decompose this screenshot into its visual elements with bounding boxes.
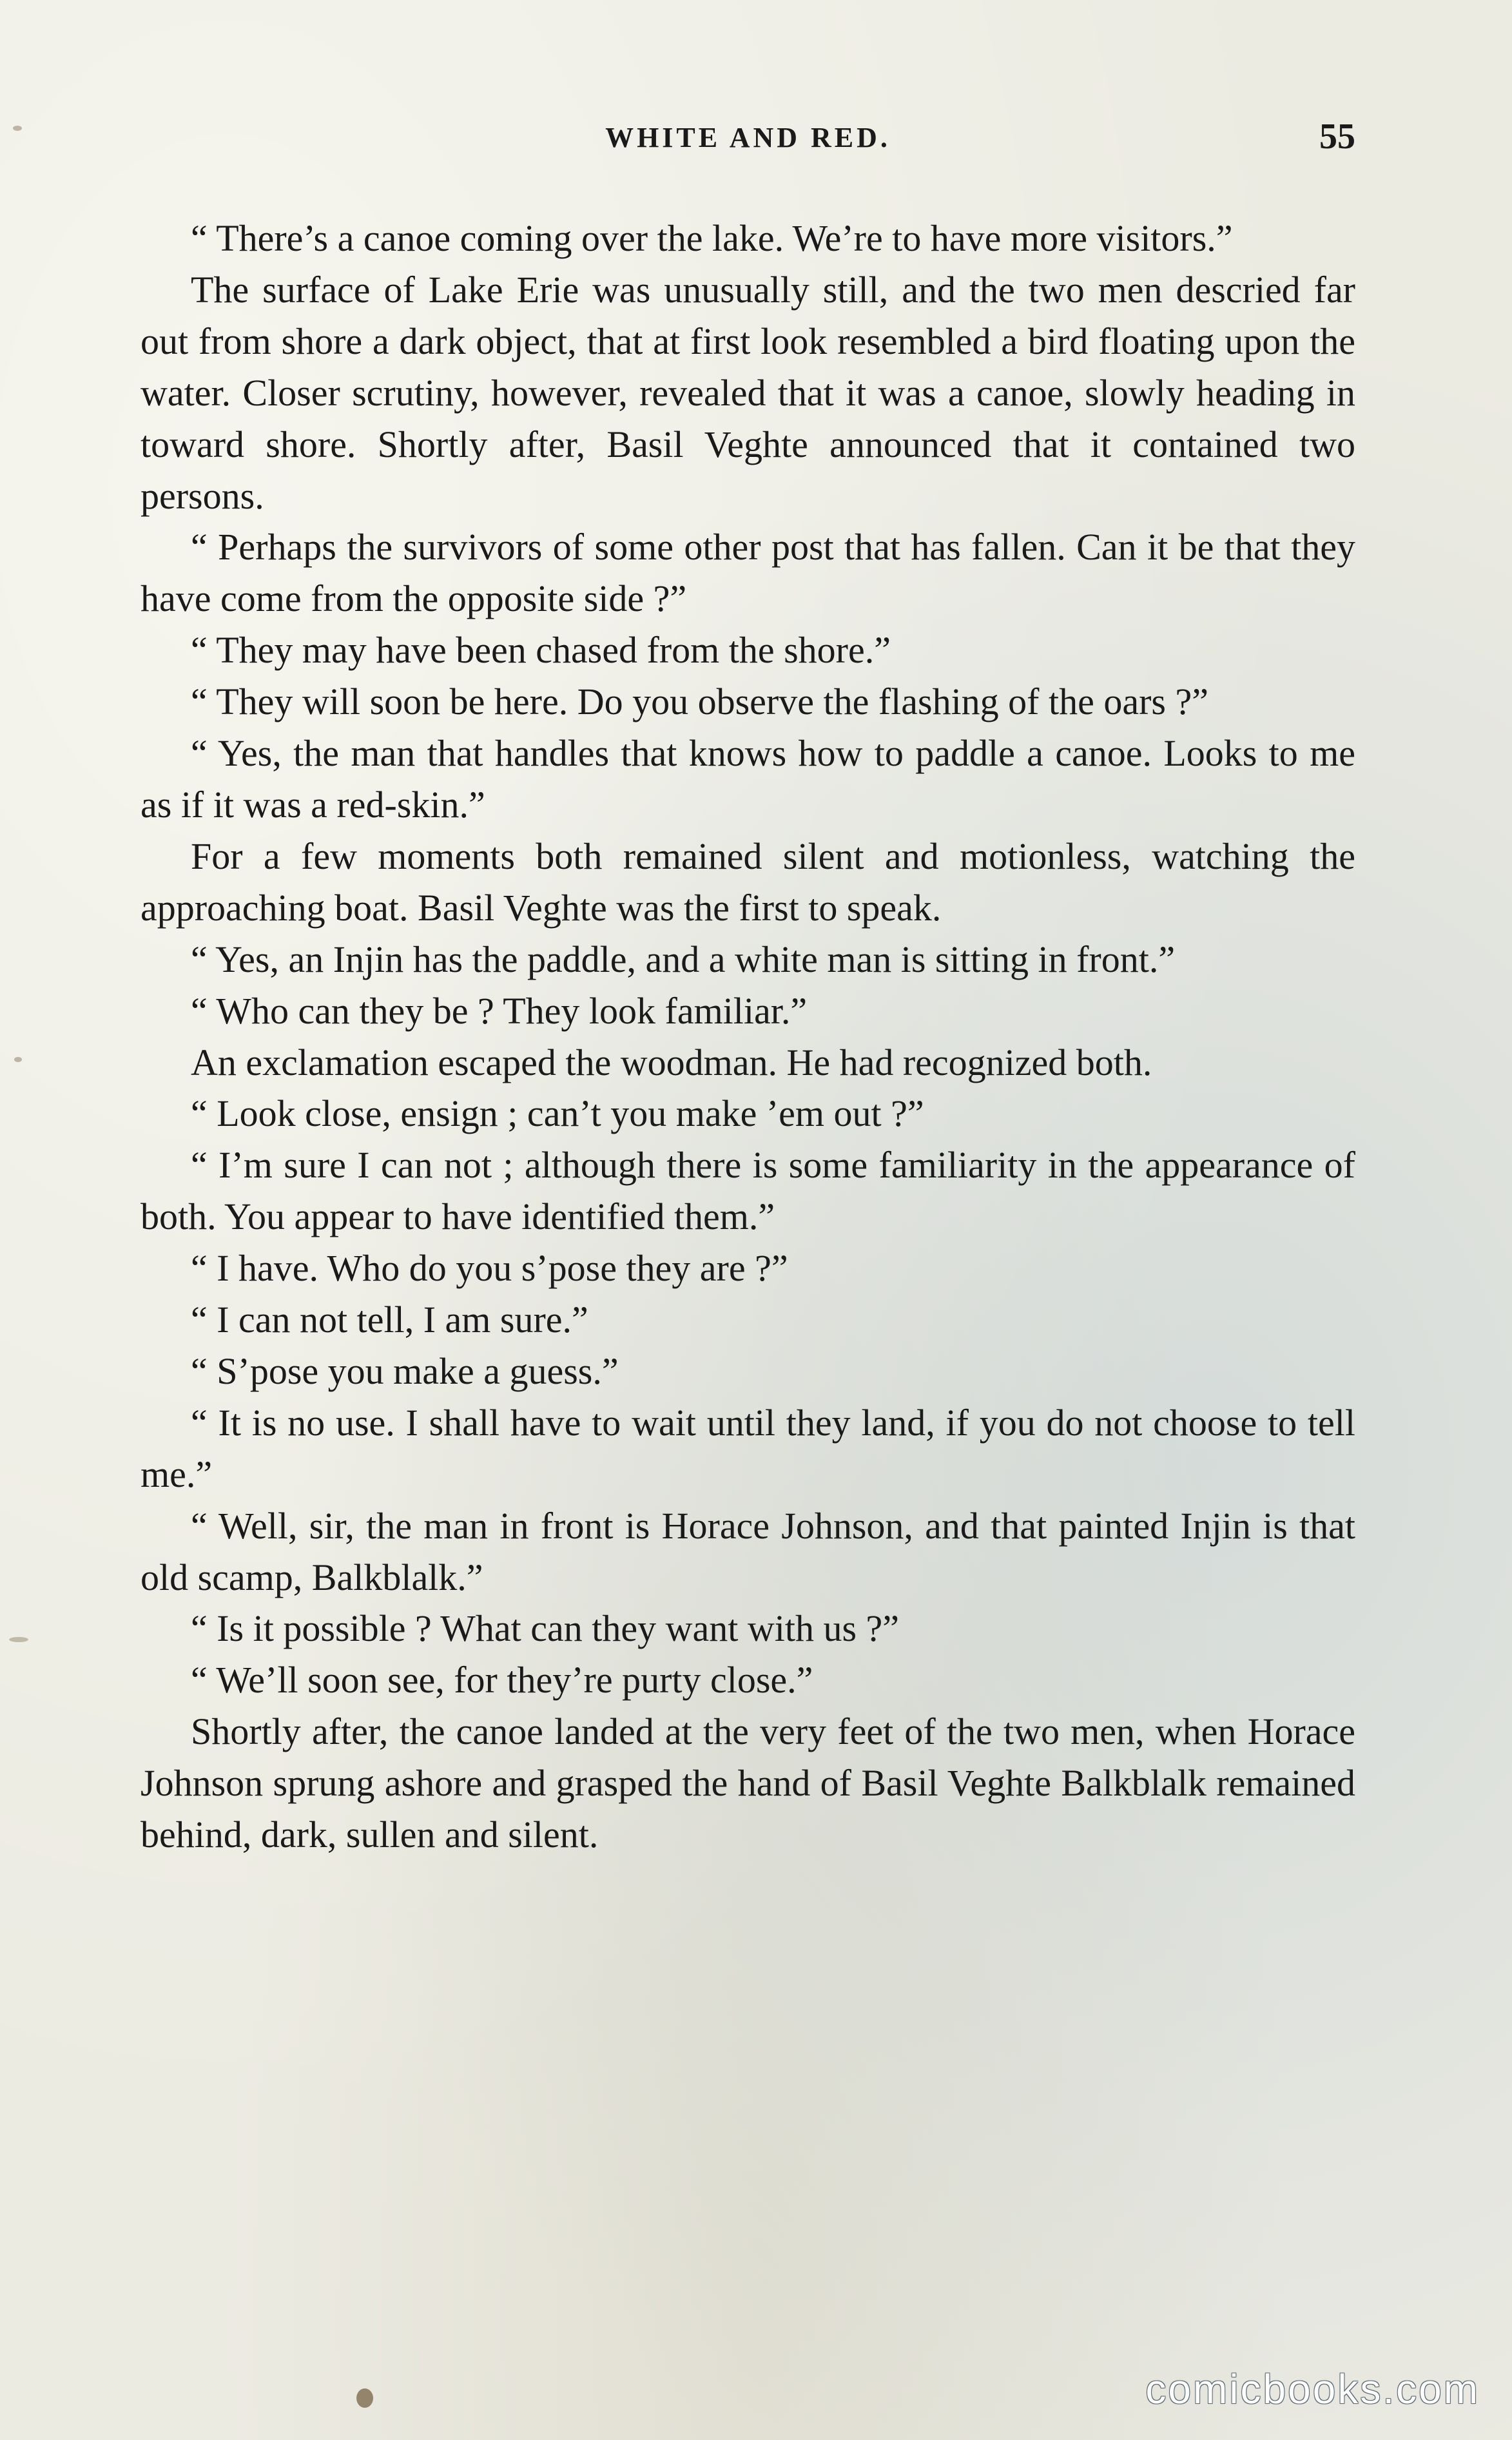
paragraph: “ Look close, ensign ; can’t you make ’em out ?” (191, 1092, 924, 1135)
paragraph: “ Well, sir, the man in front is Horace Johnson, and that painted Injin is that old scamp, Balkblalk.” (141, 1504, 1355, 1598)
margin-mark (14, 1057, 22, 1062)
paragraph: “ Yes, the man that handles that knows how to paddle a canoe. Looks to me as if it was a red-skin.” (141, 732, 1355, 826)
site-watermark: comicbooks.com (1145, 2366, 1480, 2412)
margin-mark (9, 1637, 28, 1642)
paragraph: “ Perhaps the survivors of some other post that has fallen. Can it be that they have come from the opposite side ?” (141, 526, 1355, 620)
running-title: WHITE AND RED. (605, 122, 891, 153)
paragraph: “ There’s a canoe coming over the lake. We’re to have more visitors.” (191, 217, 1233, 259)
paragraph: “ I have. Who do you s’pose they are ?” (191, 1247, 788, 1290)
paragraph: “ They may have been chased from the shore.” (191, 629, 891, 672)
paragraph: “ It is no use. I shall have to wait until they land, if you do not choose to tell me.” (141, 1401, 1355, 1495)
paragraph: “ I’m sure I can not ; although there is some familiarity in the appearance of both. You appear to have identified them.” (141, 1144, 1355, 1238)
paragraph: “ Who can they be ? They look familiar.” (191, 989, 808, 1032)
paragraph: Shortly after, the canoe landed at the very feet of the two men, when Horace Johnson sprung ashore and grasped the hand of Basil Veghte Balkblalk remained behind, dark, sullen and silent. (141, 1710, 1355, 1856)
paragraph: “ S’pose you make a guess.” (191, 1350, 619, 1392)
paragraph: “ They will soon be here. Do you observe the flashing of the oars ?” (191, 681, 1208, 723)
paragraph: “ Is it possible ? What can they want with us ?” (191, 1607, 900, 1650)
body-text (141, 213, 1355, 1861)
page-number: 55 (1319, 117, 1355, 157)
paragraph: “ I can not tell, I am sure.” (191, 1299, 588, 1341)
paragraph: The surface of Lake Erie was unusually still, and the two men descried far out from shore a dark object, that at first look resembled a bird floating upon the water. Closer scrutiny, however, revealed that it was a canoe, slowly heading in toward shore. Shortly after, Basil Veghte announced that it contained two persons. (141, 268, 1355, 517)
margin-mark (13, 126, 22, 131)
paragraph: “ We’ll soon see, for they’re purty close.” (191, 1659, 813, 1701)
paragraph: “ Yes, an Injin has the paddle, and a white man is sitting in front.” (191, 938, 1176, 980)
page-header (141, 116, 1355, 168)
paragraph: For a few moments both remained silent and motionless, watching the approaching boat. Basil Veghte was the first to speak. (141, 835, 1355, 929)
paragraph: An exclamation escaped the woodman. He had recognized both. (191, 1041, 1152, 1083)
ink-blot (356, 2388, 373, 2408)
